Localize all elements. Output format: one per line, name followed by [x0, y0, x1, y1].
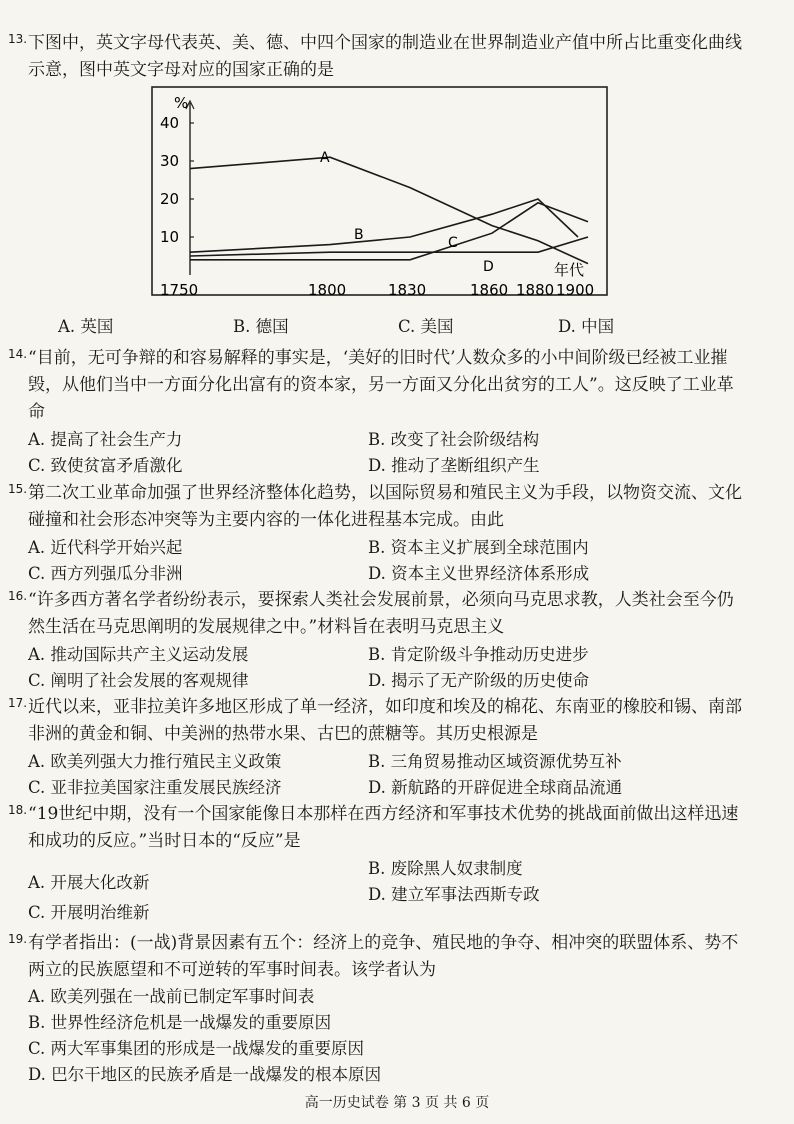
question-stem: “目前，无可争辩的和容易解释的事实是，‘美好的旧时代’人数众多的小中间阶级已经被工业摧毁，从他们当中一方面分化出富有的资本家，另一方面又分化出贫穷的工人”。这反映了工业革命 — [28, 348, 734, 422]
option-a[interactable]: A. 英国 — [58, 317, 114, 336]
option-d[interactable]: D. 揭示了无产阶级的历史使命 — [368, 671, 590, 690]
option-c[interactable]: C. 亚非拉美国家注重发展民族经济 — [28, 778, 282, 797]
series-label-b: B — [354, 227, 364, 243]
question-number: 15. — [8, 482, 28, 496]
x-tick-label: 1880 — [516, 281, 555, 299]
series-label-a: A — [320, 150, 330, 166]
question-number: 19. — [8, 932, 28, 946]
options — [28, 534, 748, 588]
y-tick-label: 10 — [160, 228, 180, 246]
option-a[interactable]: A. 提高了社会生产力 — [28, 430, 183, 449]
question-15 — [8, 480, 748, 588]
option-b[interactable]: B. 资本主义扩展到全球范围内 — [368, 538, 589, 557]
question-13-options — [28, 313, 748, 343]
chart-frame — [152, 87, 607, 295]
option-c[interactable]: C. 致使贫富矛盾激化 — [28, 456, 183, 475]
option-b[interactable]: B. 废除黑人奴隶制度 — [368, 859, 523, 878]
question-number: 14. — [8, 347, 28, 361]
option-c[interactable]: C. 两大军事集团的形成是一战爆发的重要原因 — [28, 1039, 365, 1058]
page-footer: 高一历史试卷 第 3 页 共 6 页 — [304, 1095, 490, 1111]
series-label-d: D — [483, 259, 494, 275]
question-stem: 近代以来，亚非拉美许多地区形成了单一经济，如印度和埃及的棉花、东南亚的橡胶和锡、南部非洲的黄金和铜、中美洲的热带水果、古巴的蔗糖等。其历史根源是 — [28, 697, 742, 744]
option-a[interactable]: A. 欧美列强大力推行殖民主义政策 — [28, 752, 282, 771]
option-a[interactable]: A. 近代科学开始兴起 — [28, 538, 183, 557]
question-19 — [8, 930, 748, 1088]
option-a[interactable]: A. 推动国际共产主义运动发展 — [28, 645, 249, 664]
question-stem: “许多西方著名学者纷纷表示，要探索人类社会发展前景，必须向马克思求教，人类社会至今仍然生活在马克思阐明的发展规律之中。”材料旨在表明马克思主义 — [28, 590, 734, 637]
y-axis-unit: % — [174, 94, 189, 112]
options — [28, 855, 748, 922]
question-stem: “19世纪中期，没有一个国家能像日本那样在西方经济和军事技术优势的挑战面前做出这样迅速和成功的反应。”当时日本的“反应”是 — [28, 804, 739, 851]
options — [28, 748, 748, 802]
options — [28, 641, 748, 695]
series-line-b — [190, 199, 578, 252]
option-d[interactable]: D. 新航路的开辟促进全球商品流通 — [368, 778, 623, 797]
option-a[interactable]: A. 欧美列强在一战前已制定军事时间表 — [28, 987, 315, 1006]
option-b[interactable]: B. 三角贸易推动区域资源优势互补 — [368, 752, 622, 771]
x-tick-label: 1900 — [556, 281, 595, 299]
series-label-c: C — [448, 235, 458, 251]
series-line-a — [190, 157, 588, 263]
x-axis-label: 年代 — [554, 261, 585, 279]
question-14 — [8, 345, 748, 480]
series-line-c — [190, 203, 588, 260]
question-stem: 有学者指出：(一战)背景因素有五个：经济上的竞争、殖民地的争夺、相冲突的联盟体系、势不两立的民族愿望和不可逆转的军事时间表。该学者认为 — [28, 933, 739, 980]
question-18 — [8, 801, 748, 922]
x-tick-label: 1800 — [308, 281, 347, 299]
chart-svg — [150, 85, 610, 300]
option-c[interactable]: C. 阐明了社会发展的客观规律 — [28, 671, 249, 690]
option-d[interactable]: D. 巴尔干地区的民族矛盾是一战爆发的根本原因 — [28, 1065, 382, 1084]
option-d[interactable]: D. 推动了垄断组织产生 — [368, 456, 540, 475]
y-tick-label: 40 — [160, 114, 180, 132]
option-d[interactable]: D. 中国 — [558, 317, 615, 336]
option-b[interactable]: B. 世界性经济危机是一战爆发的重要原因 — [28, 1013, 332, 1032]
x-tick-label: 1750 — [160, 281, 199, 299]
question-number: 16. — [8, 589, 28, 603]
option-c[interactable]: C. 开展明治维新 — [28, 903, 150, 922]
question-stem: 第二次工业革命加强了世界经济整体化趋势，以国际贸易和殖民主义为手段，以物资交流、文化碰撞和社会形态冲突等为主要内容的一体化进程基本完成。由此 — [28, 483, 742, 530]
option-b[interactable]: B. 肯定阶级斗争推动历史进步 — [368, 645, 589, 664]
x-tick-label: 1830 — [388, 281, 427, 299]
y-tick-label: 30 — [160, 152, 180, 170]
option-b[interactable]: B. 改变了社会阶级结构 — [368, 430, 540, 449]
options — [28, 426, 748, 480]
series-line-d — [190, 237, 588, 256]
question-17 — [8, 694, 748, 802]
question-number: 18. — [8, 803, 28, 817]
option-d[interactable]: D. 资本主义世界经济体系形成 — [368, 564, 590, 583]
question-number: 17. — [8, 696, 28, 710]
question-13 — [8, 30, 748, 84]
question-stem: 下图中，英文字母代表英、美、德、中四个国家的制造业在世界制造业产值中所占比重变化曲线示意，图中英文字母对应的国家正确的是 — [28, 33, 742, 80]
option-d[interactable]: D. 建立军事法西斯专政 — [368, 885, 540, 904]
y-tick-label: 20 — [160, 190, 180, 208]
x-tick-label: 1860 — [470, 281, 509, 299]
option-a[interactable]: A. 开展大化改新 — [28, 873, 150, 892]
question-16 — [8, 587, 748, 695]
manufacturing-share-chart — [150, 85, 610, 300]
option-b[interactable]: B. 德国 — [233, 317, 289, 336]
question-number: 13. — [8, 32, 28, 46]
option-c[interactable]: C. 美国 — [398, 317, 454, 336]
options — [28, 984, 748, 1088]
option-c[interactable]: C. 西方列强瓜分非洲 — [28, 564, 183, 583]
